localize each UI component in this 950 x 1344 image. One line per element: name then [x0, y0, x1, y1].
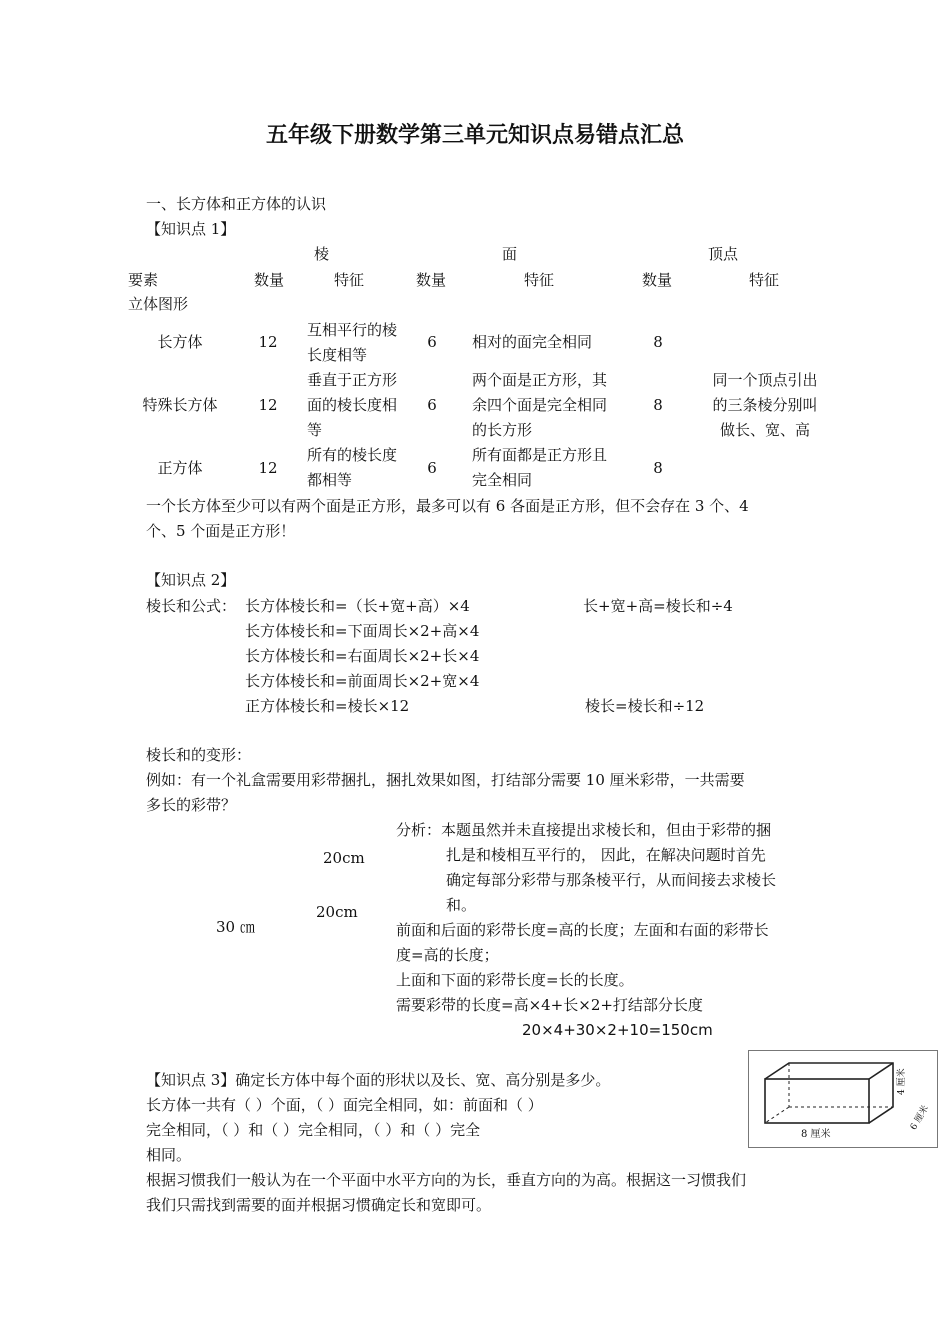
- formula-line: 长方体棱长和=（长+宽+高）×4: [245, 597, 470, 615]
- fig-right-label-height: 4 厘米: [897, 1068, 907, 1095]
- group-header-edge: 棱: [314, 245, 330, 263]
- fig-right-label-width: 6 厘米: [909, 1103, 931, 1132]
- sub-header: 数量: [642, 271, 673, 289]
- sub-header: 特征: [524, 271, 555, 289]
- analysis-line: 扎是和棱相互平行的， 因此，在解决问题时首先: [446, 846, 766, 864]
- variant-heading: 棱长和的变形：: [146, 746, 252, 764]
- calculation: 20×4+30×2+10=150cm: [522, 1021, 713, 1039]
- fig-label-top: 20cm: [323, 849, 365, 867]
- kp3-line: 相同。: [146, 1146, 192, 1164]
- kp3-line: 【知识点 3】确定长方体中每个面的形状以及长、宽、高分别是多少。: [146, 1071, 611, 1089]
- row-face-count: 6: [427, 459, 437, 477]
- row-face-feature: 两个面是正方形，其余四个面是完全相同的长方形: [472, 371, 608, 439]
- formula-line: 长方体棱长和=前面周长×2+宽×4: [245, 672, 480, 690]
- row-vertex-count: 8: [653, 396, 663, 414]
- formula-label: 棱长和公式：: [146, 597, 237, 615]
- note-line: 个、5 个面是正方形！: [146, 522, 296, 540]
- fig-label-left: 30 ㎝: [216, 918, 255, 936]
- analysis-line: 和。: [446, 896, 477, 914]
- kp3-line: 根据习惯我们一般认为在一个平面中水平方向的为长，垂直方向的为高。根据这一习惯我们: [146, 1171, 747, 1189]
- row-name: 特殊长方体: [142, 396, 218, 414]
- row-name: 正方体: [157, 459, 203, 477]
- row-edge-count: 12: [258, 396, 278, 414]
- vertex-feature: 同一个顶点引出的三条棱分别叫做长、宽、高: [712, 371, 818, 439]
- formula-line: 正方体棱长和=棱长×12: [245, 697, 410, 715]
- cuboid-drawing: [749, 1051, 937, 1147]
- solution-line: 需要彩带的长度=高×4+长×2+打结部分长度: [396, 996, 703, 1014]
- group-header-face: 面: [502, 245, 518, 263]
- row-edge-feature: 所有的棱长度都相等: [307, 446, 398, 489]
- row-edge-feature: 互相平行的棱长度相等: [307, 321, 398, 364]
- group-header-vertex: 顶点: [708, 245, 739, 263]
- sub-header: 数量: [416, 271, 447, 289]
- right-formula: 长+宽+高=棱长和÷4: [583, 597, 733, 615]
- corner-bottom: 立体图形: [128, 295, 189, 313]
- example-line: 多长的彩带？: [146, 796, 237, 814]
- formula-line: 长方体棱长和=下面周长×2+高×4: [245, 622, 480, 640]
- kp2-label: 【知识点 2】: [146, 571, 236, 589]
- sub-header: 数量: [254, 271, 285, 289]
- sub-header: 特征: [749, 271, 780, 289]
- row-name: 长方体: [157, 333, 203, 351]
- row-edge-count: 12: [258, 333, 278, 351]
- sub-header: 特征: [334, 271, 365, 289]
- row-edge-feature: 垂直于正方形面的棱长度相等: [307, 371, 398, 439]
- analysis-line: 确定每部分彩带与那条棱平行，从而间接去求棱长: [446, 871, 777, 889]
- corner-top: 要素: [128, 271, 159, 289]
- row-edge-count: 12: [258, 459, 278, 477]
- row-face-feature: 所有面都是正方形且完全相同: [472, 446, 608, 489]
- row-face-count: 6: [427, 333, 437, 351]
- kp3-line: 完全相同，（ ）和（ ）完全相同，（ ）和（ ）完全: [146, 1121, 481, 1139]
- row-face-feature: 相对的面完全相同: [472, 333, 593, 351]
- cuboid-figure: [748, 1050, 938, 1148]
- fig-label-middle: 20cm: [316, 903, 358, 921]
- formula-line: 长方体棱长和=右面周长×2+长×4: [245, 647, 480, 665]
- example-line: 例如：有一个礼盒需要用彩带捆扎，捆扎效果如图，打结部分需要 10 厘米彩带，一共需要: [146, 771, 745, 789]
- solution-line: 前面和后面的彩带长度=高的长度；左面和右面的彩带长: [396, 921, 769, 939]
- kp3-line: 我们只需找到需要的面并根据习惯确定长和宽即可。: [146, 1196, 492, 1214]
- row-vertex-count: 8: [653, 333, 663, 351]
- right-formula: 棱长=棱长和÷12: [585, 697, 705, 715]
- solution-line: 度=高的长度；: [396, 946, 499, 964]
- solution-line: 上面和下面的彩带长度=长的长度。: [396, 971, 634, 989]
- row-vertex-count: 8: [653, 459, 663, 477]
- analysis-line: 分析：本题虽然并未直接提出求棱长和，但由于彩带的捆: [396, 821, 772, 839]
- kp1-label: 【知识点 1】: [146, 220, 236, 238]
- page-title: 五年级下册数学第三单元知识点易错点汇总: [265, 123, 684, 148]
- fig-bottom-label: 8 厘米: [801, 1129, 831, 1140]
- kp3-line: 长方体一共有（ ）个面，（ ）面完全相同，如：前面和（ ）: [146, 1096, 543, 1114]
- row-face-count: 6: [427, 396, 437, 414]
- section-heading: 一、长方体和正方体的认识: [146, 195, 327, 213]
- note-line: 一个长方体至少可以有两个面是正方形，最多可以有 6 各面是正方形，但不会存在 3 个、4: [146, 497, 749, 515]
